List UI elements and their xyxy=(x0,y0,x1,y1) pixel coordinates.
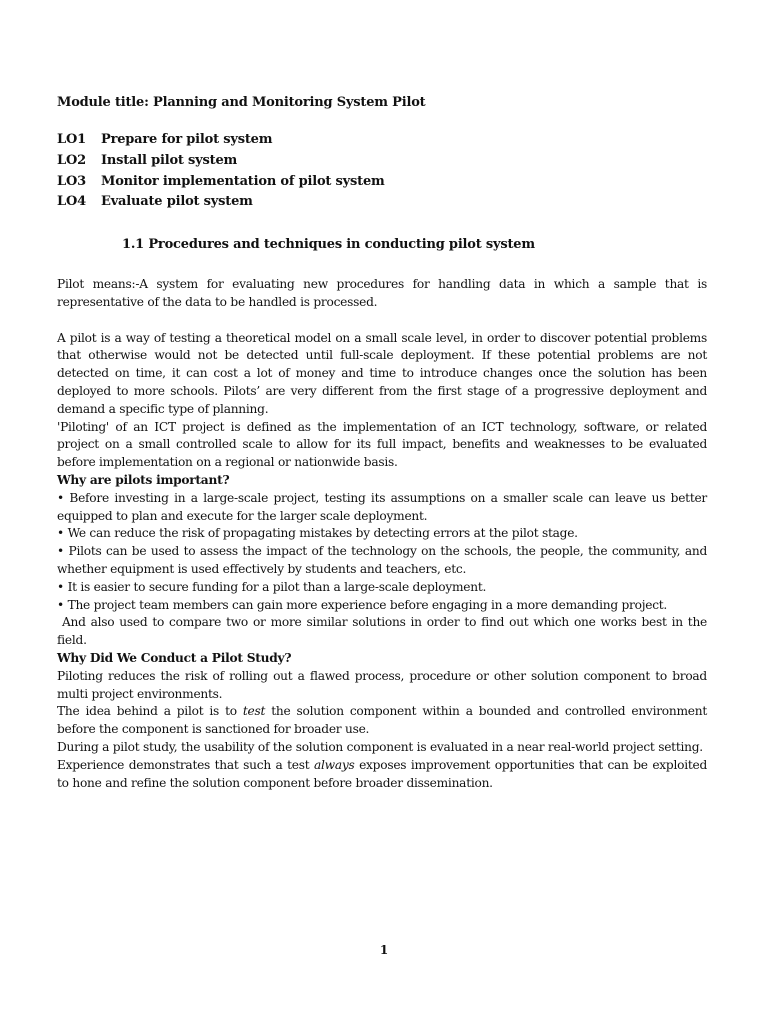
learning-outcome-text: Install pilot system xyxy=(101,152,238,168)
paragraph: 'Piloting' of an ICT project is defined as the implementation of an ICT technology, software, or related project on a small controlled scale to allow for its full impact, benefits and weaknesses to be evaluated before implementation on a regional or nationwide basis. xyxy=(57,419,707,470)
definition-paragraph: Pilot means:-A system for evaluating new procedures for handling data in which a sample that is representative of the data to be handled is processed. xyxy=(57,277,707,309)
emphasis: test xyxy=(242,704,266,719)
learning-outcome-item xyxy=(57,192,385,213)
learning-outcome-code: LO2 xyxy=(57,152,86,168)
learning-outcome-code: LO3 xyxy=(57,173,86,189)
emphasis: always xyxy=(313,757,355,772)
learning-outcome-text: Prepare for pilot system xyxy=(101,132,273,147)
page-number: 1 xyxy=(379,943,389,957)
paragraph: Experience demonstrates that such a test always exposes improvement opportunities that can be exploited to hone and refine the solution component before broader dissemination. xyxy=(57,757,708,790)
learning-outcome-code: LO1 xyxy=(57,132,86,147)
module-title: Module title: Planning and Monitoring System Pilot xyxy=(57,95,426,110)
learning-outcome-item xyxy=(57,151,385,172)
bullet-item: And also used to compare two or more similar solutions in order to find out which one works best in the field. xyxy=(57,615,711,648)
section-heading: 1.1 Procedures and techniques in conducting pilot system xyxy=(122,237,535,252)
bullet-item: • The project team members can gain more experience before engaging in a more demanding project. xyxy=(57,597,668,612)
bullet-item: • Pilots can be used to assess the impact of the technology on the schools, the people, the community, and whether equipment is used effectively by students and teachers, etc. xyxy=(57,544,707,576)
learning-outcome-text: Monitor implementation of pilot system xyxy=(101,173,385,189)
learning-outcome-text: Evaluate pilot system xyxy=(101,194,253,210)
paragraph: Piloting reduces the risk of rolling out a flawed process, procedure or other solution component to broad multi project environments. xyxy=(57,668,707,701)
learning-outcome-item xyxy=(57,130,385,151)
learning-outcome-code: LO4 xyxy=(57,194,86,210)
bullet-item: • It is easier to secure funding for a pilot than a large-scale deployment. xyxy=(57,579,487,594)
paragraph: During a pilot study, the usability of the solution component is evaluated in a near real-world project setting. xyxy=(57,739,703,754)
bullet-item: • We can reduce the risk of propagating mistakes by detecting errors at the pilot stage. xyxy=(57,526,578,541)
body-text xyxy=(57,276,711,792)
paragraph: A pilot is a way of testing a theoretical model on a small scale level, in order to discover potential problems that otherwise would not be detected until full-scale deployment. If these potential problems are not detected on time, it can cost a lot of money and time to introduce changes once the solution has been deployed to more schools. Pilots’ are very different from the first stage of a progressive deployment and demand a specific type of planning. xyxy=(57,330,707,416)
learning-outcome-item xyxy=(57,172,385,193)
learning-outcomes-list xyxy=(57,130,385,213)
why-important-heading: Why are pilots important? xyxy=(57,472,230,487)
bullet-item: • Before investing in a large-scale project, testing its assumptions on a smaller scale can leave us better equipped to plan and execute for the larger scale deployment. xyxy=(57,490,707,523)
why-conduct-heading: Why Did We Conduct a Pilot Study? xyxy=(57,650,292,665)
paragraph: The idea behind a pilot is to test the solution component within a bounded and controlled environment before the component is sanctioned for broader use. xyxy=(57,704,707,737)
